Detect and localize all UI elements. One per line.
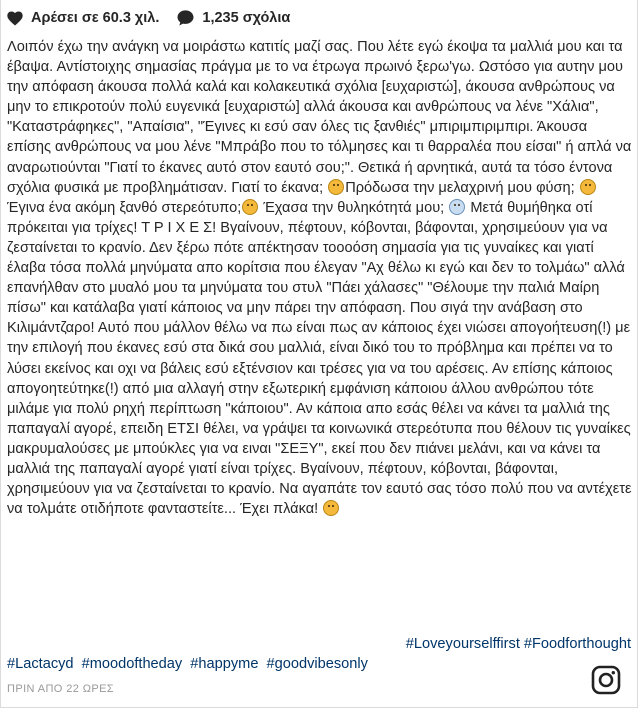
comment-bubble-icon	[177, 10, 194, 26]
cold-sweat-face-emoji-icon	[449, 199, 465, 215]
likes-stat[interactable]	[7, 10, 159, 26]
hashtags-line-2	[7, 656, 372, 672]
caption-text	[7, 37, 635, 519]
caption-part-3: Έγινα ένα ακόμη ξανθό στερεότυπο;	[7, 199, 242, 216]
grimacing-face-emoji-icon	[323, 500, 339, 516]
hashtags-line-1	[406, 636, 631, 652]
hushed-face-emoji-icon	[242, 199, 258, 215]
caption-part-4: Έχασα την θυληκότητά μου;	[259, 199, 445, 216]
hashtag-link[interactable]: #goodvibesonly	[266, 656, 368, 672]
hashtag-link[interactable]: #Foodforthought	[523, 636, 631, 652]
instagram-icon	[591, 665, 621, 695]
post-timestamp[interactable]: ΠΡΙΝ ΑΠΟ 22 ΩΡΕΣ	[7, 683, 115, 695]
hashtag-link[interactable]: #moodoftheday	[81, 656, 183, 672]
comments-stat[interactable]	[177, 10, 290, 26]
hashtag-link[interactable]: #Lactacyd	[7, 656, 74, 672]
hashtag-link[interactable]: #happyme	[190, 656, 259, 672]
post-stats-bar	[1, 0, 637, 36]
caption-part-1: Λοιπόν έχω την ανάγκη να μοιράστω κατιτίς μαζί σας. Που λέτε εγώ έκοψα τα μαλλιά μου και τα έβαψα. Αντίστοιχης σημασίας πράγμα με το να έτρωγα πρωινό ξερω'γω. Ωστόσο για αυτην μου την απόφαση άκουσα πολλά καλά και κολακευτικά σχόλια [ευχαριστώ], άκουσα ανθρώπους να μην το επικροτούν πολύ ευγενικά [ευχαριστώ] αλλά άκουσα και ανθρώπους να λένε "Χάλια", "Καταστράφηκες", "Απαίσια", "Έγινες κι εσύ σαν όλες τις ξανθιές" μπιριμπιριμπιρι. Άκουσα επίσης ανθρώπους να μου λένε "Μπράβο που το τόλμησες και τι θαρραλέα που είσαι" ή απλά να αναρωτιούνται "Γιατί το έκανες αυτό στον εαυτό σου;". Θετικά ή αρνητικά, αυτά τα τόσο έντονα σχόλια φυσικά με προβλημάτισαν. Γιατί το έκανα;	[7, 39, 632, 196]
heart-icon	[7, 11, 23, 26]
post-caption	[7, 37, 635, 519]
confused-face-emoji-icon	[328, 179, 344, 195]
hashtag-link[interactable]: #Loveyourselffirst	[405, 636, 520, 652]
caption-part-5: Μετά θυμήθηκα οτί πρόκειται για τρίχες! Τ Ρ Ι Χ Ε Σ! Βγαίνουν, πέφτουν, κόβονται, βάφονται, χρησιμεύουν για να ζεσταίνεται το κρανίο. Δεν ξέρω πότε απέκτησαν τοοοόση σημασία για τις γυναίκες και γιατί έλαβα τόσα πολλά μηνύματα απο κορίτσια που έλεγαν "Αχ θέλω κι εγώ και δεν το τολμάω" αλλά επανήλθαν στο μυαλό μου τα μηνύματα του στυλ "Πάει χάλασες" "Θέλουμε την παλιά Μαίρη πίσω" και κατάλαβα γιατί κάποιος να μην πάρει την απόφαση. Που σιγά την ανάβαση στο Κιλιμάντζαρο! Αυτό που μάλλον θέλω να πω είναι πως αν κάποιος έχει νιώσει απογοήτευση(!) με την επιλογή που έκανες εσύ στα δικά σου μαλλιά, είναι δικό του το πρόβλημα και πρέπει να το λύσει εκείνος και οχι να βάλεις εσύ εξτένσιον και τρέσες για να του αρέσεις. Αν επίσης κάποιος απογοητεύτηκε(!) από μια αλλαγή στην εξωτερική εμφάνιση κάποιου άλλου ανθρώπου τότε μιλάμε για πολύ ρηχή περίπτωση "κάποιου". Αν κάποια απο εσάς θέλει να κάνει τα μαλλιά της παπαγαλί αγορέ, επειδη ΕΤΣΙ θέλει, να γράψει τα κοινωνικά στερεότυπα που θέλουν τις γυναίκες μακρυμαλούσες με μπούκλες για να ειναι "ΣΕΞΥ", εκεί που δεν πιάνει μελάνι, και να κάνει τα μαλλιά της παπαγαλί αγορέ γιατί είναι τρίχες. Βγαίνουν, πέφτουν, κόβονται, βάφονται, χρησιμεύουν για να ζεσταίνεται το κρανίο. Να αγαπάτε τον εαυτό σας τόσο πολύ που να αντέχετε να τολμάτε οτιδήποτε φανταστείτε... Έχει πλάκα!	[7, 199, 632, 518]
likes-count: Αρέσει σε 60.3 χιλ.	[31, 10, 160, 26]
comments-count: 1,235 σχόλια	[202, 10, 291, 26]
caption-part-2: Πρόδωσα την μελαχρινή μου φύση;	[345, 179, 575, 196]
unamused-face-emoji-icon	[580, 179, 596, 195]
